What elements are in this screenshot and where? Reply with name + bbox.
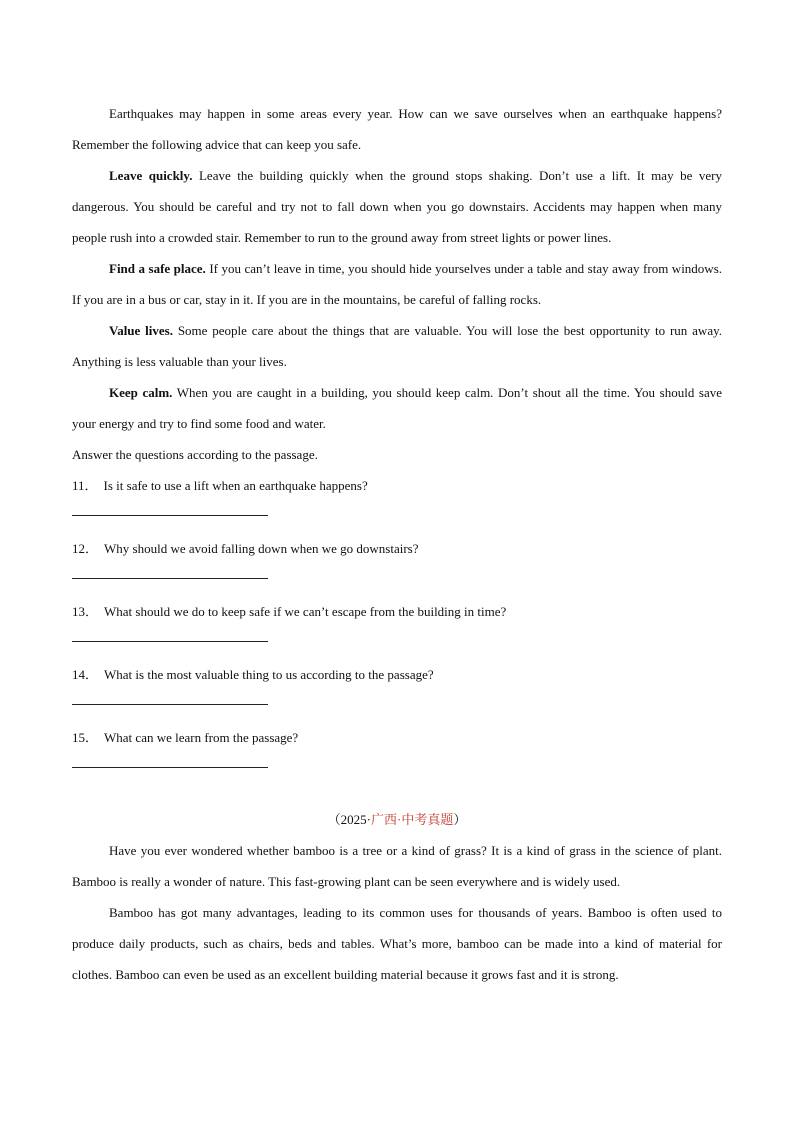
question-number: 14． [72, 667, 99, 682]
question-text: Why should we avoid falling down when we go downstairs? [104, 541, 419, 556]
source-label [72, 804, 722, 835]
question-12 [72, 533, 722, 579]
question-11 [72, 470, 722, 516]
tip-body: Some people care about the things that are valuable. You will lose the best opportunity to run away. Anything is less valuable than your lives. [72, 323, 722, 369]
instruction-text: Answer the questions according to the passage. [72, 447, 318, 462]
source-exam-name: 广西·中考真题 [370, 812, 454, 827]
question-number: 15． [72, 730, 99, 745]
tip-leave-quickly [72, 160, 722, 253]
tip-value-lives [72, 315, 722, 377]
answer-line[interactable] [72, 641, 268, 642]
question-number: 12． [72, 541, 99, 556]
question-13 [72, 596, 722, 642]
question-15 [72, 722, 722, 768]
question-text: What can we learn from the passage? [104, 730, 299, 745]
tip-heading: Find a safe place. [109, 261, 206, 276]
tip-body: Leave the building quickly when the ground stops shaking. Don’t use a lift. It may be very dangerous. You should be careful and try not to fall down when you go downstairs. Accidents may happen when many people rush into a crowded stair. Remember to run to the ground away from street lights or power lines. [72, 168, 722, 245]
question-text: What should we do to keep safe if we can’t escape from the building in time? [104, 604, 507, 619]
tip-heading: Leave quickly. [109, 168, 193, 183]
tip-body: If you can’t leave in time, you should hide yourselves under a table and stay away from windows. If you are in a bus or car, stay in it. If you are in the mountains, be careful of falling rocks. [72, 261, 722, 307]
question-number: 13． [72, 604, 99, 619]
question-text: What is the most valuable thing to us according to the passage? [104, 667, 434, 682]
tip-heading: Keep calm. [109, 385, 173, 400]
question-number: 11． [72, 478, 98, 493]
tip-find-safe-place [72, 253, 722, 315]
document-page [72, 98, 722, 990]
tip-keep-calm [72, 377, 722, 439]
passage1-intro: Earthquakes may happen in some areas every year. How can we save ourselves when an earthquake happens? Remember the following advice that can keep you safe. [72, 106, 722, 152]
answer-line[interactable] [72, 578, 268, 579]
passage2-paragraph-1: Have you ever wondered whether bamboo is a tree or a kind of grass? It is a kind of grass in the science of plant. Bamboo is really a wonder of nature. This fast-growing plant can be seen everywhere and is widely used. [72, 843, 722, 889]
tip-body: When you are caught in a building, you should keep calm. Don’t shout all the time. You should save your energy and try to find some food and water. [72, 385, 723, 431]
answer-line[interactable] [72, 704, 268, 705]
question-text: Is it safe to use a lift when an earthquake happens? [103, 478, 368, 493]
tip-heading: Value lives. [109, 323, 173, 338]
question-14 [72, 659, 722, 705]
answer-line[interactable] [72, 767, 268, 768]
passage2-paragraph-2: Bamboo has got many advantages, leading to its common uses for thousands of years. Bamboo is often used to produce daily products, such as chairs, beds and tables. What’s more, bamboo can be made into a kind of material for clothes. Bamboo can even be used as an excellent building material because it grows fast and it is strong. [72, 905, 722, 982]
source-open: （2025· [327, 812, 371, 827]
answer-line[interactable] [72, 515, 268, 516]
source-close: ） [453, 812, 467, 827]
